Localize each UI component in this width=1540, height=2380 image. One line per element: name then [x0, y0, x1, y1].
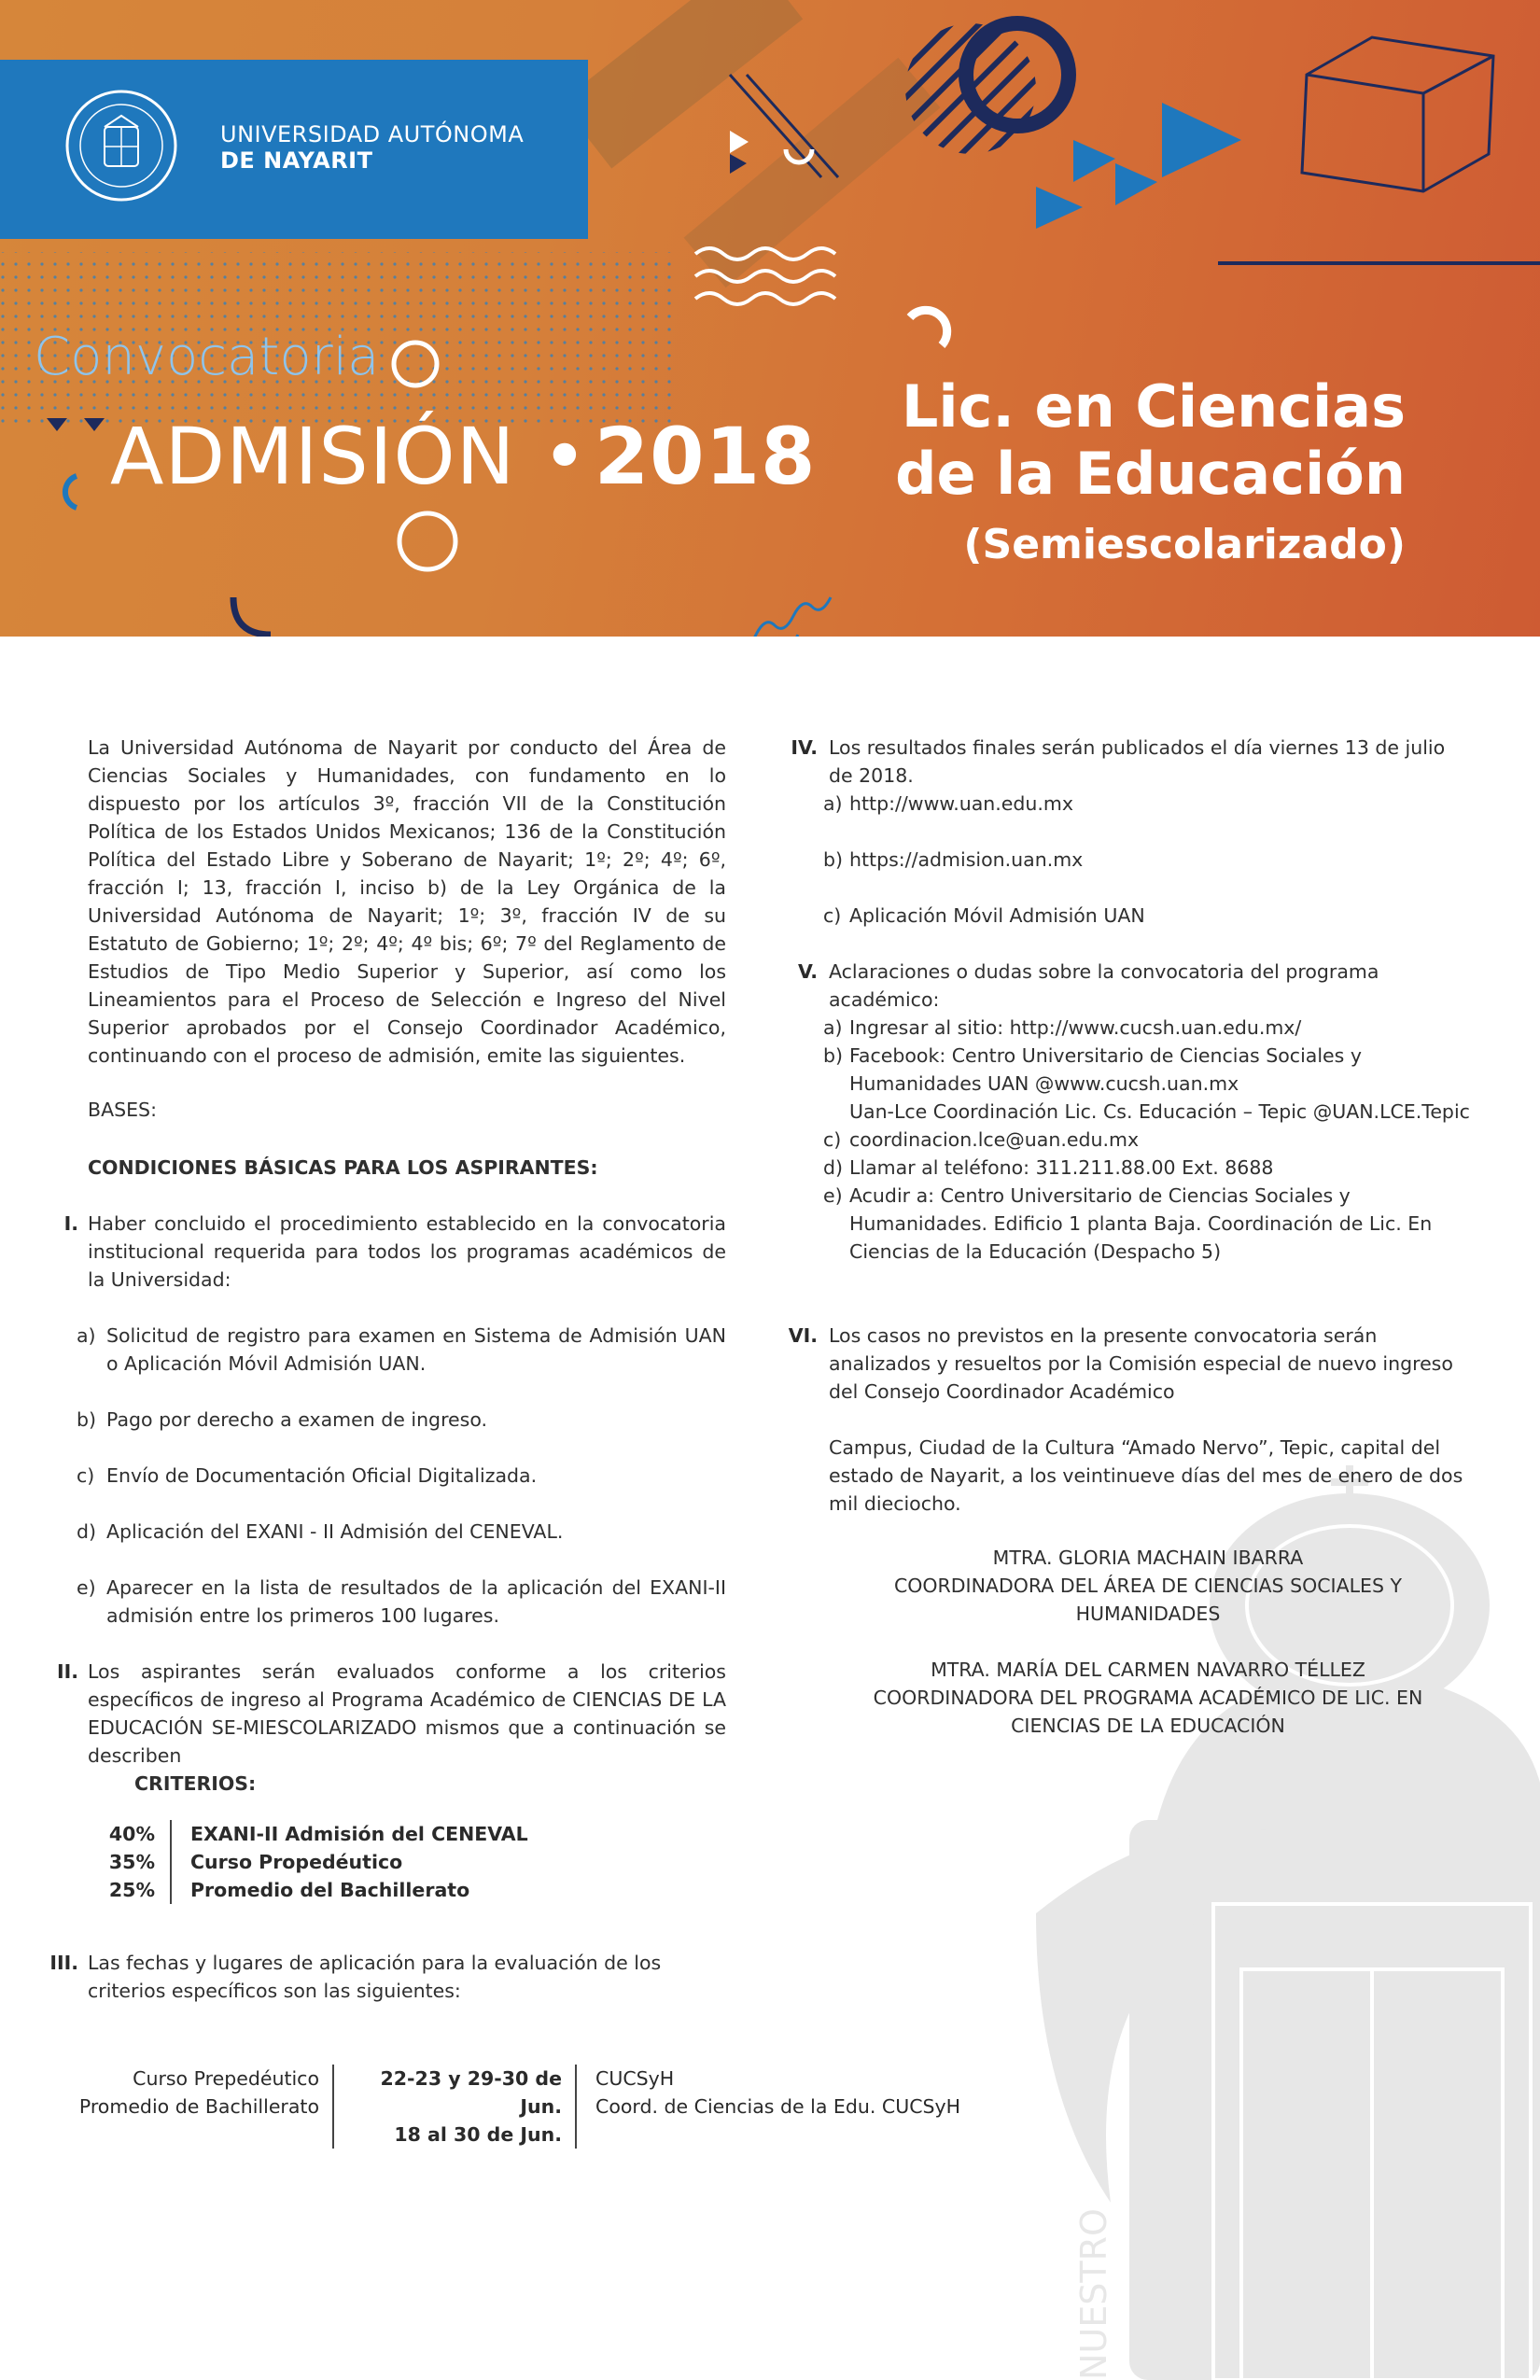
admision-word: ADMISIÓN • — [110, 411, 589, 502]
section-V-item-b-cont — [823, 1098, 1477, 1126]
item-text: coordinacion.lce@uan.edu.mx — [849, 1128, 1140, 1151]
item-letter — [823, 1098, 849, 1126]
section-IV-numeral: IV. — [791, 736, 818, 759]
item-text: Envío de Documentación Oficial Digitalizada. — [106, 1464, 538, 1487]
item-text: Aplicación del EXANI - II Admisión del CENEVAL. — [106, 1520, 564, 1543]
intro-paragraph: La Universidad Autónoma de Nayarit por conducto del Área de Ciencias Sociales y Humanidades, con fundamento en lo dispuesto por los artículos 3º, fracción VII de la Constitución Política de los Estados Unidos Mexicanos; 136 de la Constitución Política del Estado Libre y Soberano de Nayarit; 1º; 2º; 4º; 6º, fracción I; 13, fracción I, inciso b) de la Ley Orgánica de la Universidad Autónoma de Nayarit; 1º; 3º, fracción IV de su Estatuto de Gobierno; 1º; 2º; 4º; 4º bis; 6º; 7º del Reglamento de Estudios de Tipo Medio Superior y Superior, así como los Lineamientos para el Proceso de Selección e Ingreso del Nivel Superior aprobados por el Consejo Coordinador Académico, continuando con el proceso de admisión, emite las siguientes. — [88, 736, 726, 1067]
item-text: Pago por derecho a examen de ingreso. — [106, 1408, 488, 1431]
university-seal-icon — [63, 88, 179, 203]
section-V-item-c — [823, 1126, 1477, 1154]
signatory-name: MTRA. GLORIA MACHAIN IBARRA — [992, 1547, 1304, 1569]
item-text: Acudir a: Centro Universitario de Ciencias Sociales y Humanidades. Edificio 1 planta Baja. Coordinación de Lic. En Ciencias de la Educación (Despacho 5) — [849, 1184, 1433, 1263]
dates-date: 22-23 y 29-30 de Jun. — [380, 2067, 562, 2118]
item-letter: a) — [823, 1016, 843, 1039]
program-title-line2: de la Educación — [895, 440, 1406, 508]
dates-date-column — [332, 2065, 577, 2149]
item-letter: e) — [823, 1184, 843, 1207]
section-V-text: Aclaraciones o dudas sobre la convocatoria del programa académico: — [829, 960, 1379, 1011]
section-V-items — [823, 1014, 1477, 1266]
header-banner — [0, 0, 1540, 637]
item-text: Uan-Lce Coordinación Lic. Cs. Educación – Tepic @UAN.LCE.Tepic — [849, 1100, 1470, 1123]
program-title — [895, 373, 1406, 508]
item-letter: d) — [823, 1156, 844, 1179]
section-I-item-b — [77, 1406, 726, 1434]
item-letter: b) — [823, 1044, 844, 1067]
dates-criterion-column — [56, 2065, 332, 2149]
item-text: Aplicación Móvil Admisión UAN — [849, 904, 1145, 927]
dates-place-column — [577, 2065, 960, 2149]
convocatoria-label: Convocatoria — [34, 327, 380, 387]
section-III-numeral: III. — [49, 1952, 78, 1974]
item-letter: c) — [823, 1128, 842, 1151]
item-text: Llamar al teléfono: 311.211.88.00 Ext. 8688 — [849, 1156, 1274, 1179]
section-II-numeral: II. — [56, 1660, 78, 1683]
item-text: Facebook: Centro Universitario de Ciencias Sociales y Humanidades UAN @www.cucsh.uan.mx — [849, 1044, 1362, 1095]
section-V-item-a — [823, 1014, 1477, 1042]
watermark-letter: A — [1325, 2010, 1352, 2053]
section-IV-item-c — [823, 902, 1145, 930]
signatory-name: MTRA. MARÍA DEL CARMEN NAVARRO TÉLLEZ — [931, 1659, 1365, 1681]
criteria-heading: CRITERIOS: — [134, 1772, 257, 1795]
section-II-text: Los aspirantes serán evaluados conforme a los criterios específicos de ingreso al Programa Académico de CIENCIAS DE LA EDUCACIÓN SE-MIESCOLARIZADO mismos que a continuación se describen — [88, 1660, 726, 1767]
criteria-percent: 35% — [108, 1851, 155, 1873]
item-letter: b) — [77, 1408, 97, 1431]
closing-paragraph: Campus, Ciudad de la Cultura “Amado Nervo”, Tepic, capital del estado de Nayarit, a los veintinueve días del mes de enero de dos mil dieciocho. — [829, 1436, 1463, 1515]
section-VI-numeral: VI. — [788, 1324, 818, 1347]
item-letter: c) — [823, 904, 842, 927]
conditions-heading: CONDICIONES BÁSICAS PARA LOS ASPIRANTES: — [88, 1156, 598, 1179]
section-V-item-e — [823, 1182, 1477, 1266]
criteria-percent: 25% — [108, 1879, 155, 1901]
dates-criterion: Promedio de Bachillerato — [78, 2095, 319, 2118]
program-title-line1: Lic. en Ciencias — [901, 372, 1406, 441]
criteria-row — [97, 1820, 528, 1848]
section-IV-text: Los resultados finales serán publicados el día viernes 13 de julio de 2018. — [829, 736, 1446, 787]
university-name-line2: DE NAYARIT — [220, 147, 373, 174]
section-IV-item-b — [823, 846, 1083, 874]
program-modality: (Semiescolarizado) — [963, 521, 1406, 568]
criteria-label: Curso Propedéutico — [170, 1848, 402, 1876]
item-text: Solicitud de registro para examen en Sistema de Admisión UAN o Aplicación Móvil Admisión UAN. — [106, 1324, 726, 1375]
signatory-1 — [840, 1544, 1456, 1628]
dates-place: CUCSyH — [595, 2067, 675, 2090]
item-text: http://www.uan.edu.mx — [849, 792, 1074, 815]
section-I-text: Haber concluido el procedimiento establecido en la convocatoria institucional requerida para todos los programas académicos de la Universidad: — [88, 1212, 726, 1291]
item-text: Ingresar al sitio: http://www.cucsh.uan.edu.mx/ — [849, 1016, 1302, 1039]
signatory-2 — [840, 1656, 1456, 1740]
bases-label: BASES: — [88, 1099, 157, 1121]
section-I-item-d — [77, 1518, 726, 1546]
criteria-label: EXANI-II Admisión del CENEVAL — [170, 1820, 528, 1848]
signatory-role: COORDINADORA DEL ÁREA DE CIENCIAS SOCIALES Y HUMANIDADES — [893, 1575, 1403, 1625]
section-I-item-e — [77, 1574, 726, 1630]
criteria-row — [97, 1848, 528, 1876]
section-I-numeral: I. — [63, 1212, 78, 1235]
admision-title — [110, 411, 816, 502]
section-IV-item-a — [823, 790, 1073, 818]
dates-date: 18 al 30 de Jun. — [394, 2123, 562, 2146]
criteria-percent: 40% — [108, 1823, 155, 1845]
item-letter: c) — [77, 1464, 95, 1487]
section-V-numeral: V. — [797, 960, 818, 983]
criteria-row — [97, 1876, 528, 1904]
section-I-item-c — [77, 1462, 726, 1490]
dates-criterion: Curso Prepedéutico — [133, 2067, 319, 2090]
admision-year: 2018 — [594, 411, 817, 502]
item-letter: a) — [823, 792, 843, 815]
section-III-text: Las fechas y lugares de aplicación para la evaluación de los criterios específicos son las siguientes: — [88, 1952, 662, 2002]
university-name — [220, 121, 524, 174]
item-letter: d) — [77, 1520, 97, 1543]
item-text: https://admision.uan.mx — [849, 848, 1084, 871]
criteria-label: Promedio del Bachillerato — [170, 1876, 469, 1904]
dates-table — [56, 2065, 960, 2149]
section-V-item-d — [823, 1154, 1477, 1182]
criteria-table — [97, 1820, 528, 1904]
university-name-line1: UNIVERSIDAD AUTÓNOMA — [220, 121, 525, 147]
section-I-item-a — [77, 1322, 726, 1378]
item-letter: e) — [77, 1576, 96, 1599]
section-V-item-b — [823, 1042, 1477, 1098]
signatory-role: COORDINADORA DEL PROGRAMA ACADÉMICO DE LIC. EN CIENCIAS DE LA EDUCACIÓN — [873, 1687, 1423, 1737]
section-VI-text: Los casos no previstos en la presente convocatoria serán analizados y resueltos por la Comisión especial de nuevo ingreso del Consejo Coordinador Académico — [829, 1324, 1453, 1403]
item-letter: b) — [823, 848, 844, 871]
item-text: Aparecer en la lista de resultados de la aplicación del EXANI-II admisión entre los primeros 100 lugares. — [106, 1576, 726, 1627]
item-letter: a) — [77, 1324, 96, 1347]
watermark-motto: NUESTRO — [1073, 2208, 1114, 2380]
dates-place: Coord. de Ciencias de la Edu. CUCSyH — [595, 2095, 961, 2118]
